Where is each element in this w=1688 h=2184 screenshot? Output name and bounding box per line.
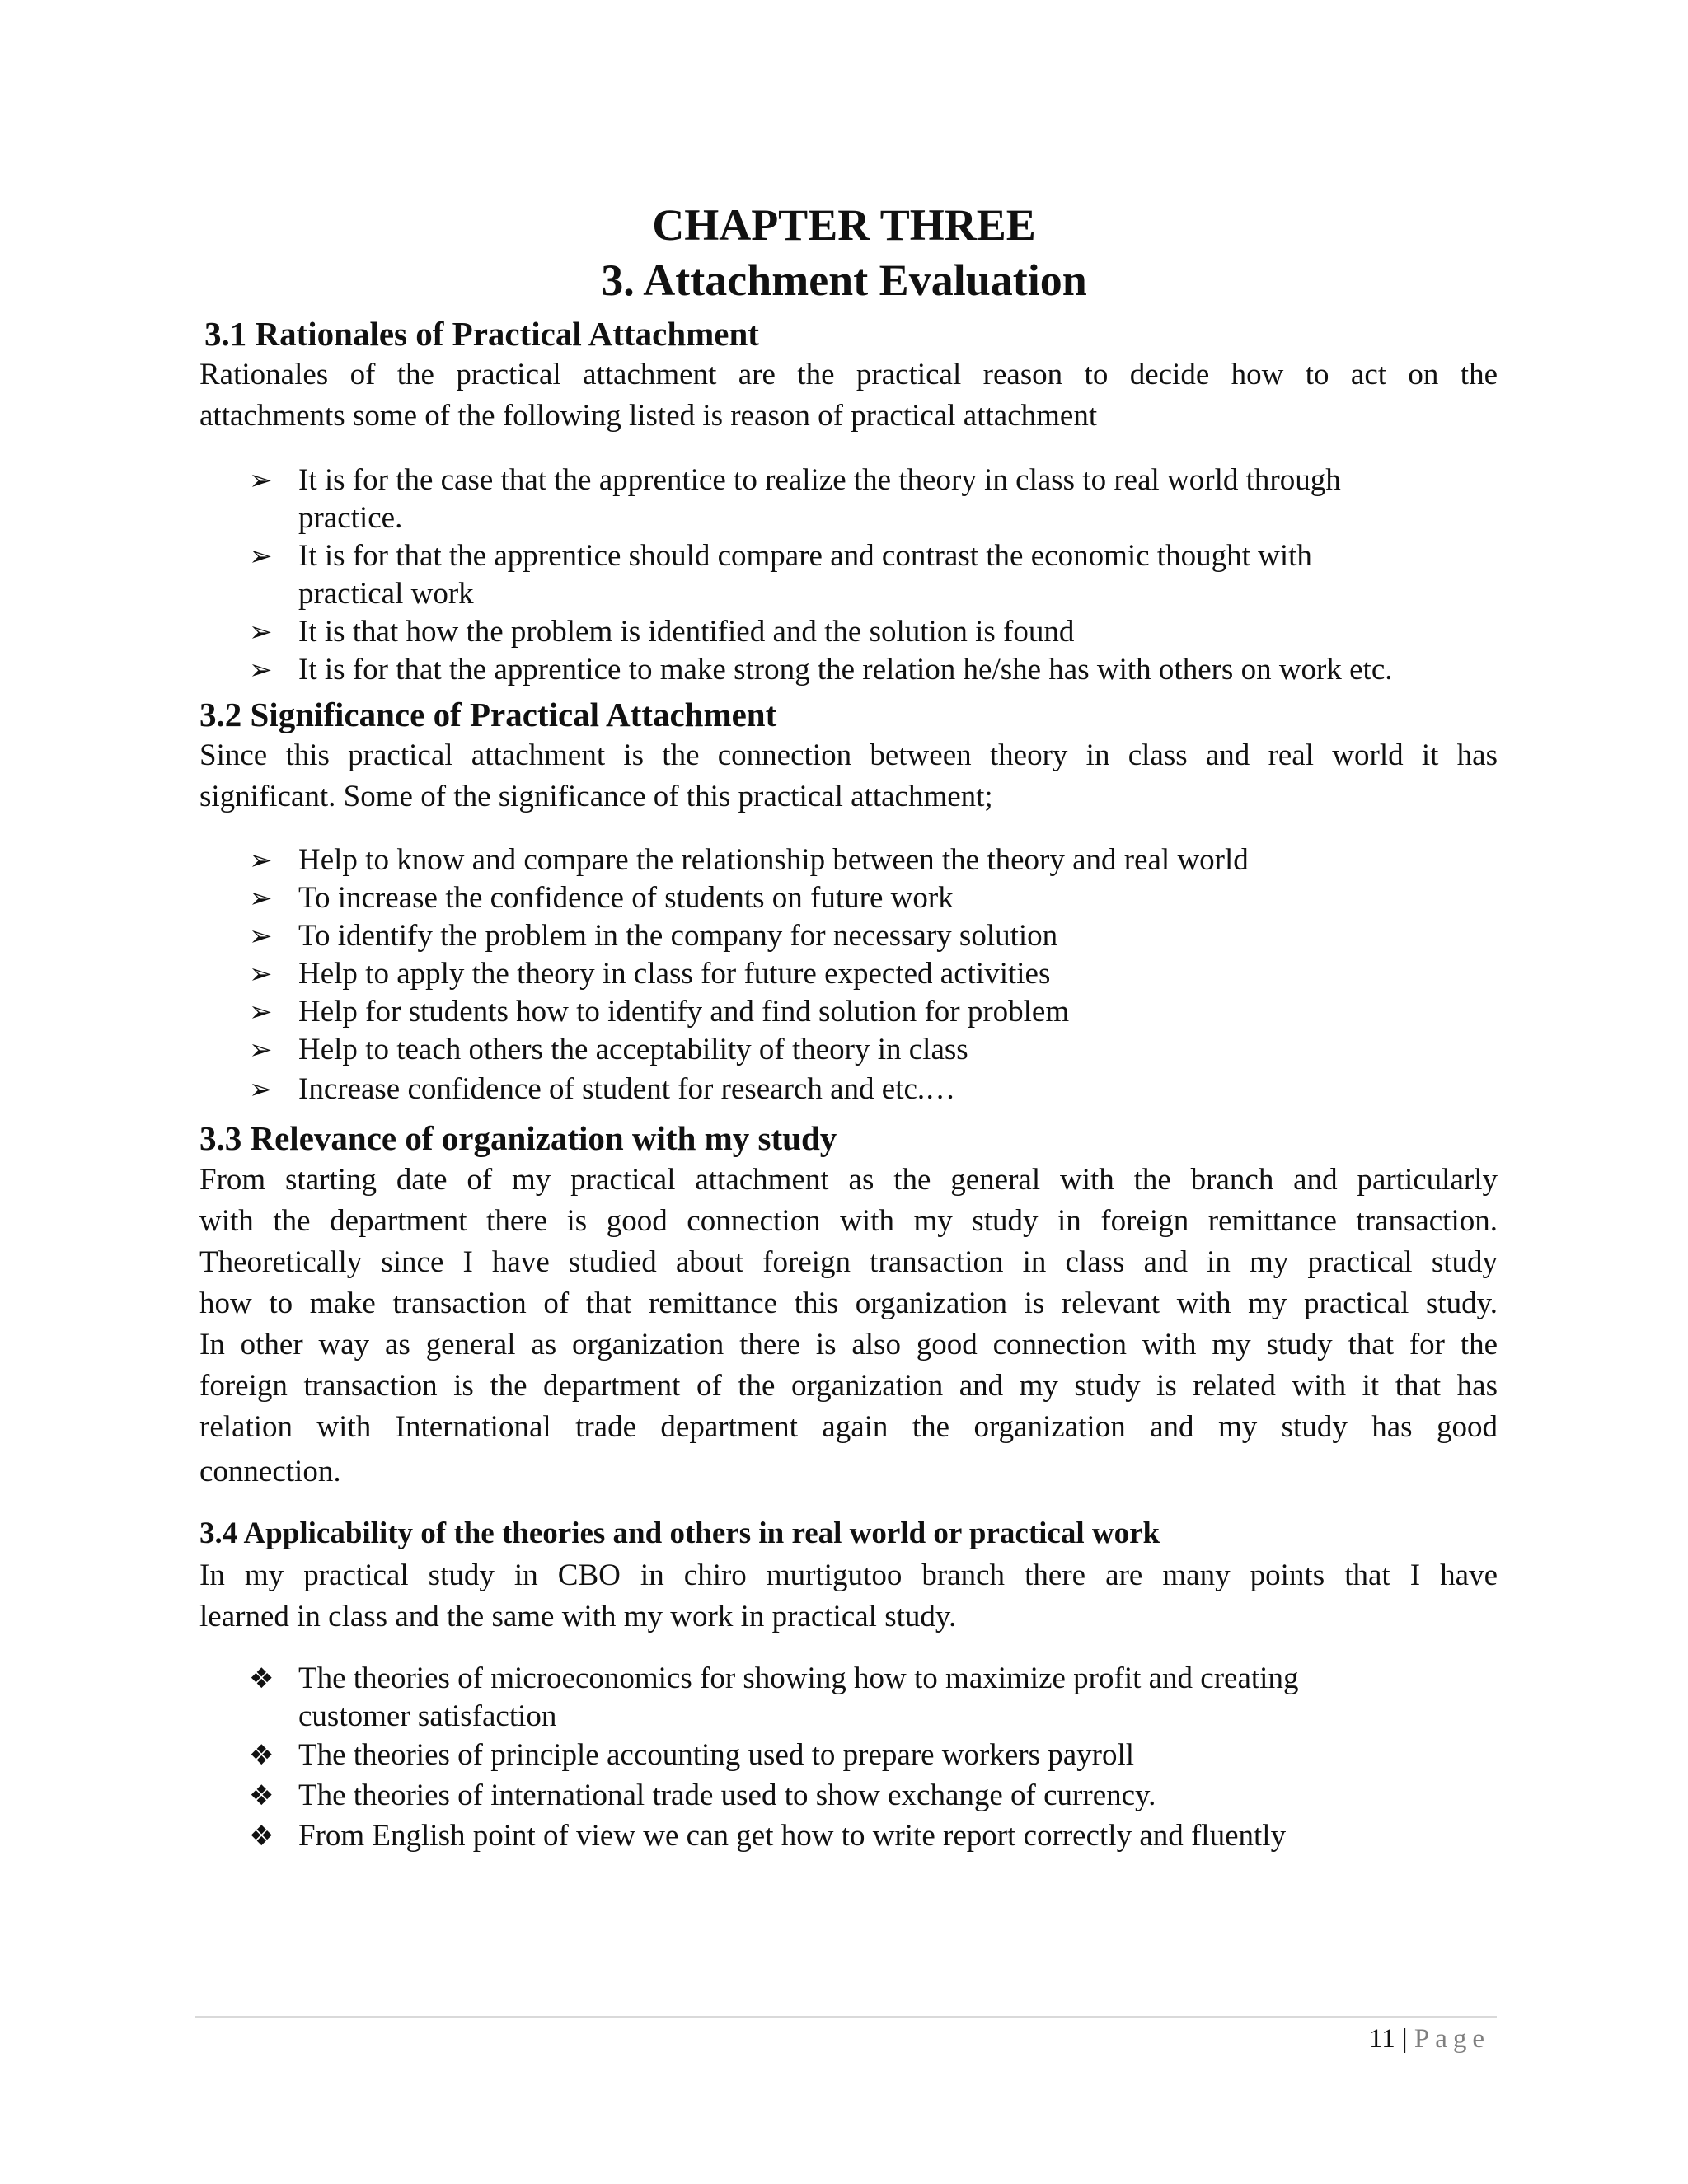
arrow-bullet-icon: ➢ (249, 540, 273, 573)
diamond-bullet-icon: ❖ (249, 1820, 274, 1853)
list-item-text: The theories of microeconomics for showing how to maximize profit and creating customer satisfaction (298, 1661, 1299, 1733)
section-paragraph-3-3 (199, 1160, 1498, 1493)
paragraph-line: how to make transaction of that remittance this organization is relevant with my practical study. (199, 1286, 1498, 1320)
paragraph-line: In other way as general as organization there is also good connection with my study that for the (199, 1328, 1498, 1361)
paragraph-line: relation with International trade department again the organization and my study has good (199, 1410, 1498, 1444)
arrow-bullet-icon: ➢ (249, 920, 273, 953)
section-heading-3-3: 3.3 Relevance of organization with my study (199, 1119, 837, 1157)
arrow-bullet-icon: ➢ (249, 654, 273, 687)
list-item-text: Help to apply the theory in class for future expected activities (298, 957, 1051, 991)
chapter-label: CHAPTER THREE (652, 200, 1036, 250)
section-heading-3-2: 3.2 Significance of Practical Attachment (199, 696, 777, 733)
page-label: Page (1414, 2024, 1490, 2054)
list-item-text: Help for students how to identify and find solution for problem (298, 995, 1070, 1029)
list-item-text: The theories of principle accounting used to prepare workers payroll (298, 1738, 1135, 1772)
section-paragraph-3-2 (199, 735, 1498, 818)
arrow-bullet-icon: ➢ (249, 616, 273, 649)
arrow-bullet-icon: ➢ (249, 1033, 273, 1066)
section-heading-3-4: 3.4 Applicability of the theories and others in real world or practical work (199, 1516, 1160, 1550)
paragraph-line: In my practical study in CBO in chiro murtigutoo branch there are many points that I have (199, 1558, 1498, 1592)
list-item-text: Help to teach others the acceptability of theory in class (298, 1033, 968, 1066)
chapter-title: 3. Attachment Evaluation (601, 255, 1087, 305)
page-separator: | (1401, 2024, 1408, 2054)
list-item-text: From English point of view we can get how to write report correctly and fluently (298, 1819, 1287, 1853)
arrow-bullet-icon: ➢ (249, 1073, 273, 1106)
diamond-bullet-icon: ❖ (249, 1739, 274, 1772)
page-footer (1369, 2021, 1490, 2057)
arrow-bullet-icon: ➢ (249, 464, 273, 497)
section-paragraph-3-4 (199, 1555, 1498, 1638)
paragraph-line: Rationales of the practical attachment are the practical reason to decide how to act on the (199, 358, 1498, 391)
paragraph-line: foreign transaction is the department of the organization and my study is related with it that has (199, 1369, 1498, 1403)
section-paragraph-3-1 (199, 354, 1498, 437)
paragraph-line: with the department there is good connection with my study in foreign remittance transaction. (199, 1204, 1498, 1238)
paragraph-line: attachments some of the following listed is reason of practical attachment (199, 399, 1098, 433)
arrow-bullet-icon: ➢ (249, 882, 273, 915)
paragraph-line: significant. Some of the significance of this practical attachment; (199, 780, 993, 813)
section-heading-3-1: 3.1 Rationales of Practical Attachment (204, 315, 759, 353)
list-item-text: To identify the problem in the company for necessary solution (298, 919, 1058, 953)
paragraph-line: From starting date of my practical attachment as the general with the branch and particularly (199, 1163, 1498, 1197)
diamond-bullet-icon: ❖ (249, 1779, 274, 1812)
list-item-text: To increase the confidence of students on future work (298, 881, 954, 915)
arrow-bullet-icon: ➢ (249, 996, 273, 1029)
arrow-bullet-icon: ➢ (249, 958, 273, 991)
diamond-bullet-icon: ❖ (249, 1662, 274, 1695)
paragraph-line: Theoretically since I have studied about foreign transaction in class and in my practical study (199, 1245, 1498, 1279)
list-item-text: It is that how the problem is identified and the solution is found (298, 615, 1075, 649)
list-item-text: The theories of international trade used to show exchange of currency. (298, 1779, 1156, 1812)
paragraph-line: Since this practical attachment is the connection between theory in class and real world it has (199, 738, 1498, 772)
list-item-text: Help to know and compare the relationship between the theory and real world (298, 843, 1249, 877)
list-item-text: It is for that the apprentice should compare and contrast the economic thought with practical work (298, 539, 1312, 611)
list-item-text: It is for that the apprentice to make strong the relation he/she has with others on work etc. (298, 653, 1393, 687)
arrow-bullet-icon: ➢ (249, 844, 273, 877)
page-number: 11 (1368, 2024, 1395, 2054)
list-item-text: Increase confidence of student for research and etc.… (298, 1072, 956, 1106)
paragraph-line: learned in class and the same with my work in practical study. (199, 1600, 957, 1633)
footer-divider (195, 2016, 1497, 2018)
list-item-text: It is for the case that the apprentice to realize the theory in class to real world through practice. (298, 463, 1341, 535)
paragraph-line: connection. (199, 1455, 341, 1488)
